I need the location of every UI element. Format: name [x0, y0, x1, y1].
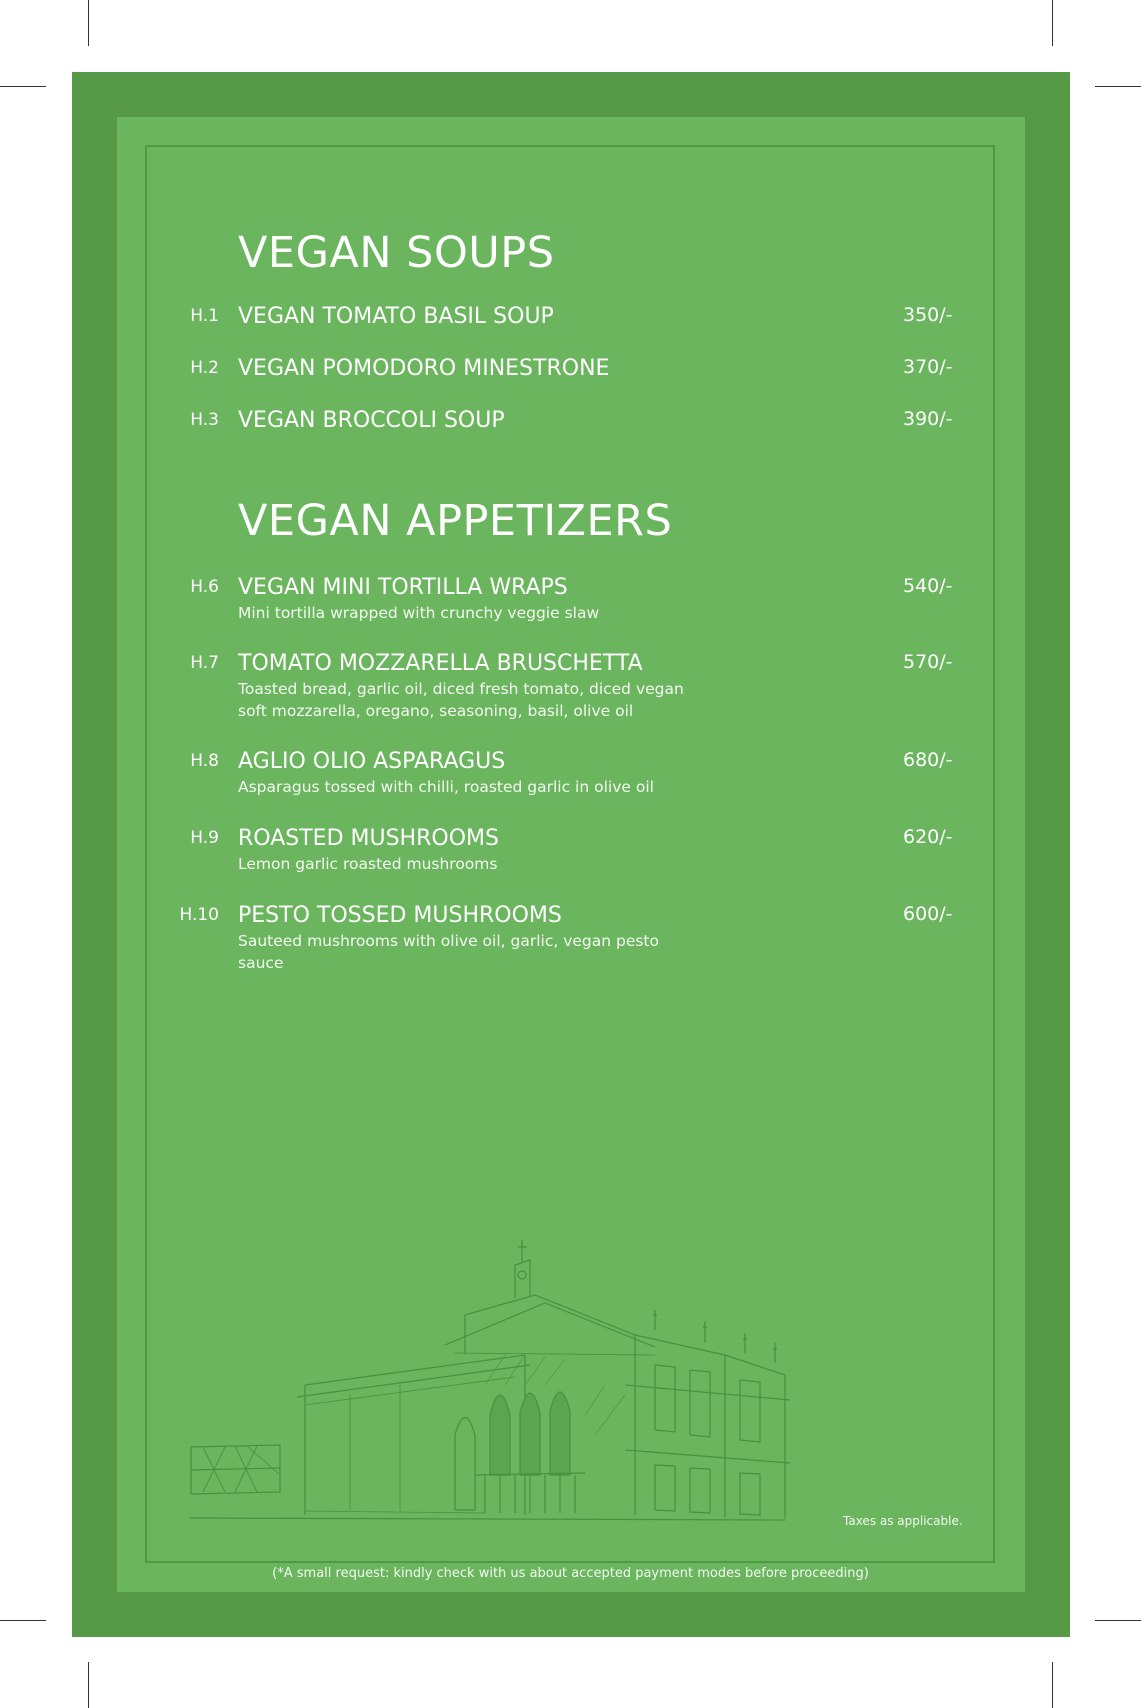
- item-description: Lemon garlic roasted mushrooms: [238, 855, 498, 873]
- taxes-note: Taxes as applicable.: [843, 1514, 963, 1528]
- building-sketch-illustration: [185, 1235, 795, 1545]
- item-description: Asparagus tossed with chilli, roasted garlic in olive oil: [238, 778, 654, 796]
- item-name: VEGAN MINI TORTILLA WRAPS: [238, 575, 568, 600]
- item-code: H.9: [190, 828, 219, 848]
- section-title-soups: VEGAN SOUPS: [238, 228, 555, 278]
- item-name: VEGAN TOMATO BASIL SOUP: [238, 304, 554, 329]
- crop-mark: [1095, 1620, 1141, 1621]
- item-code: H.3: [190, 410, 219, 430]
- crop-mark: [0, 1620, 46, 1621]
- item-price: 680/-: [903, 749, 953, 771]
- item-description: Mini tortilla wrapped with crunchy veggie slaw: [238, 604, 600, 622]
- payment-note: (*A small request: kindly check with us about accepted payment modes before proceeding): [272, 1566, 869, 1581]
- item-code: H.10: [179, 905, 219, 925]
- crop-mark: [0, 86, 46, 87]
- item-name: VEGAN POMODORO MINESTRONE: [238, 356, 610, 381]
- item-name: TOMATO MOZZARELLA BRUSCHETTA: [238, 651, 643, 676]
- crop-mark: [88, 0, 89, 46]
- item-price: 600/-: [903, 903, 953, 925]
- crop-mark: [1095, 86, 1141, 87]
- description-line: Toasted bread, garlic oil, diced fresh tomato, diced vegan: [238, 680, 684, 698]
- item-code: H.7: [190, 653, 219, 673]
- item-name: PESTO TOSSED MUSHROOMS: [238, 903, 562, 928]
- item-description: [238, 678, 698, 722]
- item-description: Sauteed mushrooms with olive oil, garlic, vegan pesto sauce: [238, 932, 659, 972]
- item-price: 370/-: [903, 356, 953, 378]
- crop-mark: [1052, 0, 1053, 46]
- description-line: soft mozzarella, oregano, seasoning, basil, olive oil: [238, 702, 634, 720]
- crop-mark: [88, 1662, 89, 1708]
- item-price: 570/-: [903, 651, 953, 673]
- item-name: VEGAN BROCCOLI SOUP: [238, 408, 505, 433]
- item-price: 390/-: [903, 408, 953, 430]
- item-name: AGLIO OLIO ASPARAGUS: [238, 749, 506, 774]
- item-price: 350/-: [903, 304, 953, 326]
- item-code: H.6: [190, 577, 219, 597]
- section-title-appetizers: VEGAN APPETIZERS: [238, 496, 673, 546]
- item-code: H.1: [190, 306, 219, 326]
- item-name: ROASTED MUSHROOMS: [238, 826, 499, 851]
- crop-mark: [1052, 1662, 1053, 1708]
- item-code: H.8: [190, 751, 219, 771]
- item-price: 540/-: [903, 575, 953, 597]
- item-code: H.2: [190, 358, 219, 378]
- item-price: 620/-: [903, 826, 953, 848]
